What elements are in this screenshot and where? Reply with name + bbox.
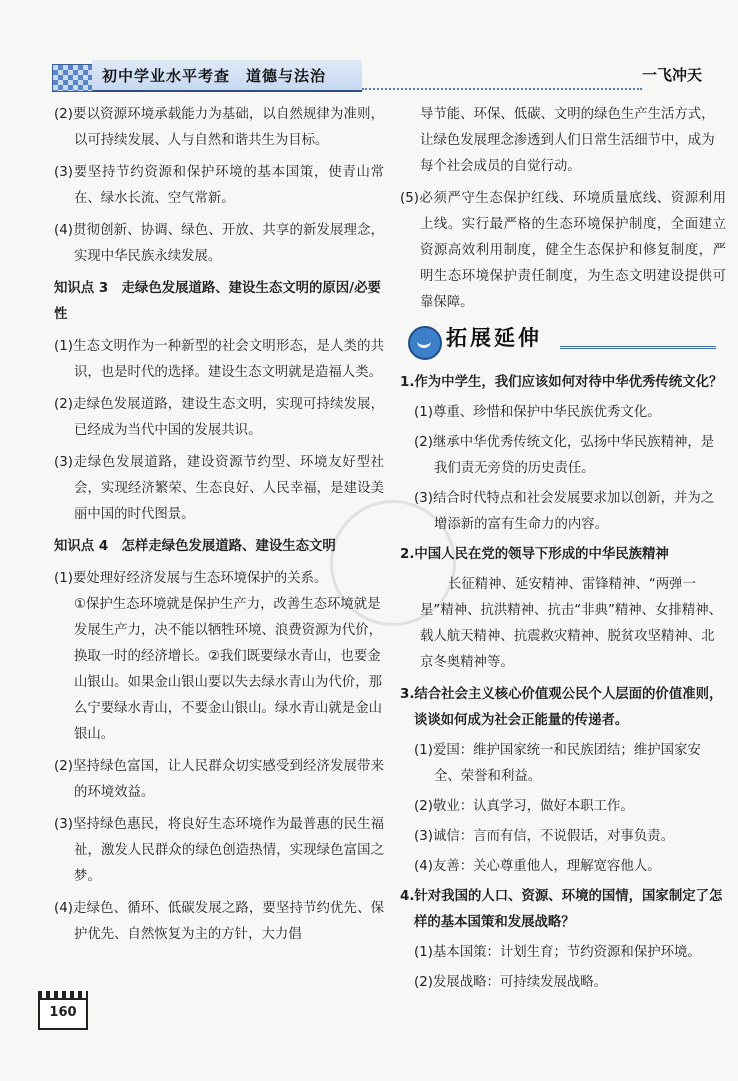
page-number: 160 (38, 998, 88, 1030)
paragraph-4: (4)贯彻创新、协调、绿色、开放、共享的新发展理念，实现中华民族永续发展。 (54, 223, 384, 264)
k3-item-1: (1)生态文明作为一种新型的社会文明形态，是人类的共识，也是时代的选择。建设生态文明就是造福人类。 (54, 339, 384, 380)
k3-item-3: (3)走绿色发展道路，建设资源节约型、环境友好型社会，实现经济繁荣、生态良好、人民幸福，是建设美丽中国的时代图景。 (54, 455, 384, 522)
checker-logo-icon (52, 64, 96, 92)
knowledge-point-4-title: 知识点 4 怎样走绿色发展道路、建设生态文明 (54, 539, 336, 554)
q1-answer-3: (3)结合时代特点和社会发展要求加以创新，并为之增添新的富有生命力的内容。 (414, 491, 715, 532)
paragraph-2: (2)要以资源环境承载能力为基础，以自然规律为准则，以可持续发展、人与自然和谐共生为目标。 (54, 107, 384, 148)
header-brand: 一飞冲天 (641, 66, 702, 84)
q3-answer-1: (1)爱国：维护国家统一和民族团结；维护国家安全、荣誉和利益。 (414, 743, 701, 784)
q2-answer: 长征精神、延安精神、雷锋精神、“两弹一星”精神、抗洪精神、抗击“非典”精神、女排精神、载人航天精神、抗震救灾精神、脱贫攻坚精神、北京冬奥精神等。 (420, 577, 723, 670)
q3-answer-3: (3)诚信：言而有信，不说假话，对事负责。 (414, 829, 674, 844)
knowledge-point-3-title: 知识点 3 走绿色发展道路、建设生态文明的原因/必要性 (54, 281, 381, 322)
k4-item-1-detail: ①保护生态环境就是保护生产力，改善生态环境就是发展生产力，决不能以牺牲环境、浪费资源为代价，换取一时的经济增长。②我们既要绿水青山，也要金山银山。如果金山银山要以失去绿水青山为代价，那么宁要绿水青山，不要金山银山。绿水青山就是金山银山。 (74, 597, 382, 742)
section-rule (560, 346, 716, 349)
page-header (52, 58, 702, 94)
paragraph-3: (3)要坚持节约资源和保护环境的基本国策，使青山常在、绿水长流、空气常新。 (54, 165, 384, 206)
question-2: 2.中国人民在党的领导下形成的中华民族精神 (400, 547, 669, 562)
section-badge-icon (408, 326, 442, 360)
q1-answer-1: (1)尊重、珍惜和保护中华民族优秀文化。 (414, 405, 661, 420)
section-header-extension (400, 322, 726, 362)
q4-answer-2: (2)发展战略：可持续发展战略。 (414, 975, 608, 990)
q3-answer-2: (2)敬业：认真学习，做好本职工作。 (414, 799, 634, 814)
k4-item-3: (3)坚持绿色惠民，将良好生态环境作为最普惠的民生福祉，激发人民群众的绿色创造热情，实现绿色富国之梦。 (54, 817, 384, 884)
k4-item-1: (1)要处理好经济发展与生态环境保护的关系。 (54, 571, 328, 586)
q4-answer-1: (1)基本国策：计划生育；节约资源和保护环境。 (414, 945, 701, 960)
k4-item-4: (4)走绿色、循环、低碳发展之路，要坚持节约优先、保护优先、自然恢复为主的方针，大力倡 (54, 901, 384, 942)
k3-item-2: (2)走绿色发展道路，建设生态文明，实现可持续发展，已经成为当代中国的发展共识。 (54, 397, 384, 438)
question-1: 1.作为中学生，我们应该如何对待中华优秀传统文化？ (400, 375, 723, 390)
header-dotted-rule (362, 88, 642, 92)
header-title: 初中学业水平考查 道德与法治 (102, 67, 327, 85)
continued-paragraph: 导节能、环保、低碳、文明的绿色生产生活方式，让绿色发展理念渗透到人们日常生活细节中，成为每个社会成员的自觉行动。 (420, 107, 715, 174)
question-3: 3.结合社会主义核心价值观公民个人层面的价值准则，谈谈如何成为社会正能量的传递者。 (400, 687, 723, 728)
question-4: 4.针对我国的人口、资源、环境的国情，国家制定了怎样的基本国策和发展战略？ (400, 889, 723, 930)
left-column (54, 102, 384, 954)
section-label: 拓展延伸 (446, 326, 542, 350)
q3-answer-4: (4)友善：关心尊重他人，理解宽容他人。 (414, 859, 661, 874)
k4-item-2: (2)坚持绿色富国，让人民群众切实感受到经济发展带来的环境效益。 (54, 759, 384, 800)
paragraph-5: (5)必须严守生态保护红线、环境质量底线、资源利用上线。实行最严格的生态环境保护制度，全面建立资源高效利用制度，健全生态保护和修复制度，严明生态环境保护责任制度，为生态文明建设提供可靠保障。 (400, 191, 726, 310)
right-column (400, 102, 726, 1000)
q1-answer-2: (2)继承中华优秀传统文化，弘扬中华民族精神，是我们责无旁贷的历史责任。 (414, 435, 715, 476)
